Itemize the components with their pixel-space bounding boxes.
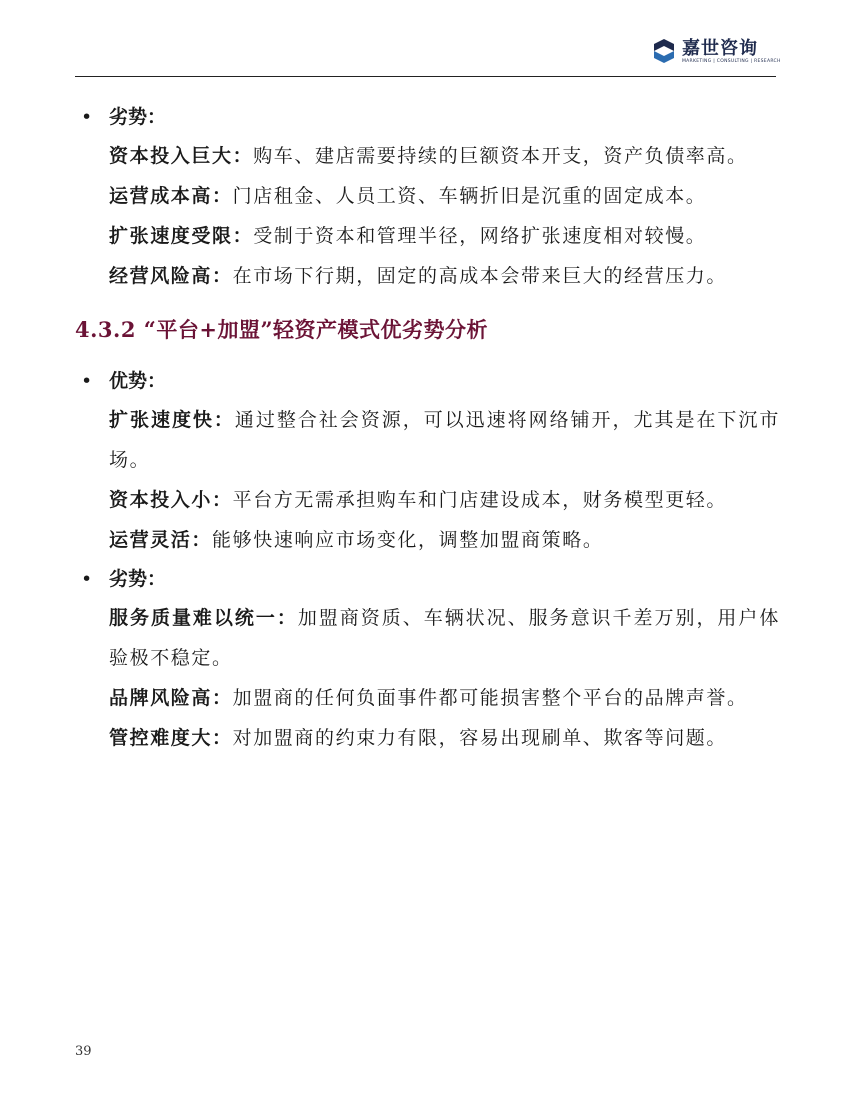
item-term: 管控难度大： — [109, 727, 233, 749]
bullet-label: 劣势： — [109, 106, 167, 128]
item-term: 运营灵活： — [109, 529, 213, 551]
bullet-dot: • — [81, 568, 93, 590]
item-text: 加盟商资质、车辆状况、服务意识千差万别，用户体验极不稳定。 — [109, 607, 780, 669]
brand-name: 嘉世咨询 — [682, 38, 758, 59]
item-text: 购车、建店需要持续的巨额资本开支，资产负债率高。 — [253, 145, 748, 167]
item-term: 资本投入巨大： — [109, 145, 254, 167]
bullet-advantages — [75, 362, 780, 400]
item-text: 能够快速响应市场变化，调整加盟商策略。 — [212, 529, 604, 551]
brand-logo — [651, 36, 781, 70]
item-text: 门店租金、人员工资、车辆折旧是沉重的固定成本。 — [232, 185, 707, 207]
item-term: 经营风险高： — [109, 265, 233, 287]
page-number: 39 — [75, 1044, 92, 1059]
bullet-label: 优势： — [109, 370, 167, 392]
list-item — [75, 678, 780, 718]
item-term: 运营成本高： — [109, 185, 233, 207]
section-title: 4.3.2 “平台+加盟”轻资产模式优劣势分析 — [75, 317, 489, 342]
page-content — [75, 98, 780, 758]
bullet-label: 劣势： — [109, 568, 167, 590]
bullet-disadvantages-light — [75, 560, 780, 598]
list-item — [75, 718, 780, 758]
brand-tagline: MARKETING | CONSULTING | RESEARCH — [682, 59, 781, 64]
list-item — [75, 480, 780, 520]
bullet-disadvantages-heavy — [75, 98, 780, 136]
item-text: 在市场下行期，固定的高成本会带来巨大的经营压力。 — [232, 265, 728, 287]
item-term: 扩张速度快： — [109, 409, 235, 431]
list-item — [75, 136, 780, 176]
list-item — [75, 400, 780, 480]
logo-mark-icon — [651, 38, 677, 64]
item-term: 扩张速度受限： — [109, 225, 254, 247]
list-item — [75, 176, 780, 216]
list-item — [75, 256, 780, 296]
item-term: 品牌风险高： — [109, 687, 233, 709]
item-text: 通过整合社会资源，可以迅速将网络铺开，尤其是在下沉市场。 — [109, 409, 780, 471]
item-text: 对加盟商的约束力有限，容易出现刷单、欺客等问题。 — [232, 727, 728, 749]
list-item — [75, 216, 780, 256]
list-item — [75, 598, 780, 678]
item-term: 服务质量难以统一： — [109, 607, 298, 629]
bullet-dot: • — [81, 106, 93, 128]
item-text: 平台方无需承担购车和门店建设成本，财务模型更轻。 — [232, 489, 728, 511]
list-item — [75, 520, 780, 560]
item-text: 加盟商的任何负面事件都可能损害整个平台的品牌声誉。 — [232, 687, 748, 709]
item-text: 受制于资本和管理半径，网络扩张速度相对较慢。 — [253, 225, 707, 247]
page-header — [75, 30, 781, 77]
bullet-dot: • — [81, 370, 93, 392]
item-term: 资本投入小： — [109, 489, 233, 511]
